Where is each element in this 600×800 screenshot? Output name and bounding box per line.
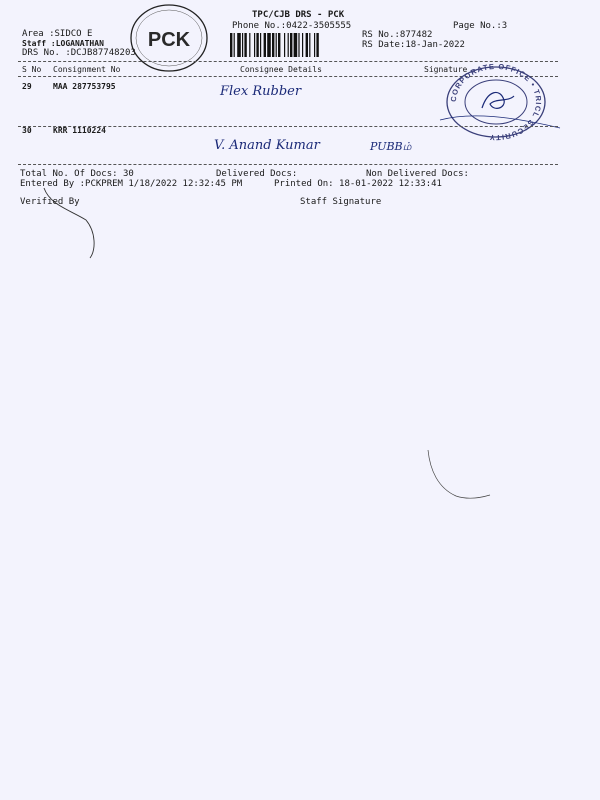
staff-signature: Staff Signature: [300, 197, 382, 207]
printed-on: Printed On: 18-01-2022 12:33:41: [274, 179, 442, 189]
non-delivered-docs: Non Delivered Docs:: [366, 169, 469, 179]
report-title: TPC/CJB DRS - PCK: [252, 10, 345, 20]
row-consignment: MAA 287753795: [53, 82, 116, 91]
rs-number: RS No.:877482: [362, 30, 433, 40]
pck-stamp-text: PCK: [147, 29, 191, 51]
row-consignee: Flex Rubber: [220, 84, 302, 99]
col-consignment: Consignment No: [53, 65, 121, 74]
row-consignee: V. Anand Kumar: [214, 138, 320, 153]
row-consignment: KRR 1110224: [53, 126, 106, 135]
total-docs: Total No. Of Docs: 30: [20, 169, 134, 179]
col-signature: Signature: [424, 65, 468, 74]
drs-number: DRS No. :DCJB87748203: [22, 48, 136, 58]
row-sno: 30: [22, 126, 32, 135]
row-sno: 29: [22, 82, 32, 91]
rs-date: RS Date:18-Jan-2022: [362, 40, 465, 50]
page-number: Page No.:3: [453, 21, 508, 31]
phone-number: Phone No.:0422-3505555: [232, 21, 352, 31]
col-consignee: Consignee Details: [240, 65, 322, 74]
area-label: Area :SIDCO E: [22, 29, 93, 39]
row-signature: PUBBம்: [370, 140, 412, 153]
staff-label: Staff :LOGANATHAN: [22, 39, 104, 48]
col-sno: S No: [22, 65, 42, 74]
entered-by: Entered By :PCKPREM 1/18/2022 12:32:45 PM: [20, 179, 243, 189]
delivered-docs: Delivered Docs:: [216, 169, 298, 179]
verified-by: Verified By: [20, 197, 80, 207]
seal-text: CORPORATE OFFICE • TRICL SECURITY: [448, 61, 544, 143]
